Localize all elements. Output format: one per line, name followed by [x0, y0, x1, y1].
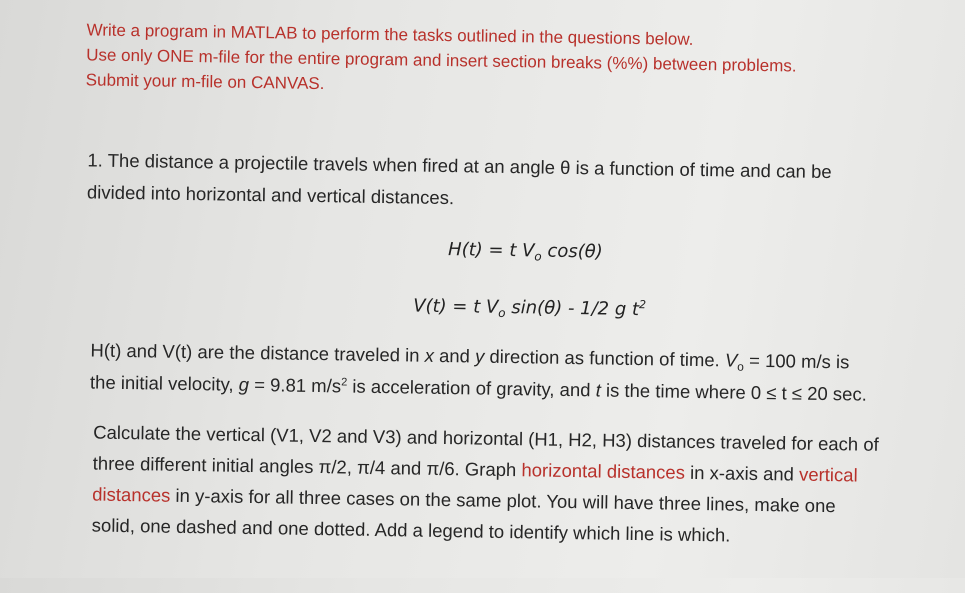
description-line-1: H(t) and V(t) are the distance traveled in x and y direction as function of time. $V_o = 100$ m/s is — [90, 339, 850, 374]
task-line-2: three different initial angles π/2, π/4 and π/6. Graph horizontal distances in x-axis and vertical — [92, 452, 858, 486]
equation-vertical: V(t) = t $V_o$ sin(θ) - 1/2 g $t^2$ — [413, 295, 647, 321]
equation-horizontal: H(t) = t $V_o$ cos(θ) — [447, 239, 603, 264]
task-line-4: solid, one dashed and one dotted. Add a legend to identify which line is which. — [91, 514, 731, 546]
problem-intro-line-1: 1. The distance a projectile travels when fired at an angle θ is a function of time and can be — [87, 149, 832, 183]
header-line-3: Submit your m-file on CANVAS. — [85, 70, 325, 94]
header-line-2: Use only ONE m-file for the entire program and insert section breaks (%%) between problems. — [85, 45, 797, 76]
header-line-1: Write a program in MATLAB to perform the tasks outlined in the questions below. — [86, 20, 694, 49]
description-line-2: the initial velocity, g = 9.81 $m/s^2$ is acceleration of gravity, and t is the time where 0 ≤ t ≤ 20 sec. — [89, 371, 868, 405]
task-line-1: Calculate the vertical (V1, V2 and V3) and horizontal (H1, H2, H3) distances traveled for each of — [93, 421, 879, 455]
task-line-3: distances in y-axis for all three cases on the same plot. You will have three lines, make one — [92, 483, 836, 517]
problem-intro-line-2: divided into horizontal and vertical distances. — [86, 181, 455, 209]
